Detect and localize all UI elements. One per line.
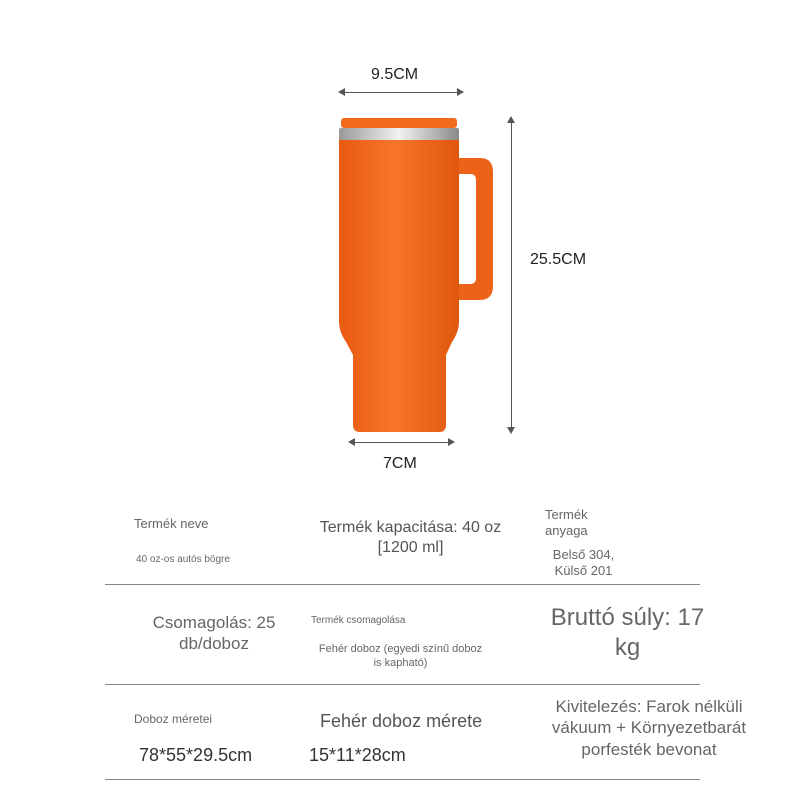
row-separator-2 [105,684,700,685]
box-size-label: Doboz méretei [134,712,213,726]
product-name-label: Termék neve [134,516,209,531]
height-label: 25.5CM [530,251,587,268]
capacity: Termék kapacitása: 40 oz [1200 ml] [319,519,502,556]
material-value: Belső 304, Külső 201 [552,547,615,579]
height-arrow-top [507,116,515,123]
white-box-value: 15*11*28cm [309,745,406,765]
finish: Kivitelezés: Farok nélküli vákuum + Környezetbarát porfesték bevonat [551,697,747,759]
packing: Csomagolás: 25 db/doboz [152,613,276,654]
product-name-value: 40 oz-os autós bögre [136,554,230,565]
height-arrow [511,118,512,432]
tumbler-body [339,138,459,432]
product-packaging-label: Termék csomagolása [311,615,406,626]
top-width-arrow-left [338,88,345,96]
tumbler-image [330,110,500,440]
top-width-arrow-right [457,88,464,96]
material-label: Termék anyaga [545,507,588,539]
white-box-label: Fehér doboz mérete [320,711,483,731]
lid [341,118,457,128]
bottom-width-arrow [350,442,453,443]
gross-weight: Bruttó súly: 17 kg [550,604,705,661]
height-arrow-bottom [507,427,515,434]
bottom-width-label: 7CM [383,455,417,472]
top-width-label: 9.5CM [371,66,419,83]
box-size-value: 78*55*29.5cm [139,745,253,765]
product-packaging-value: Fehér doboz (egyedi színű doboz is kapható) [318,643,483,669]
top-width-arrow [340,92,462,93]
row-separator-1 [105,584,700,585]
row-separator-3 [105,779,700,780]
steel-rim [339,128,459,140]
